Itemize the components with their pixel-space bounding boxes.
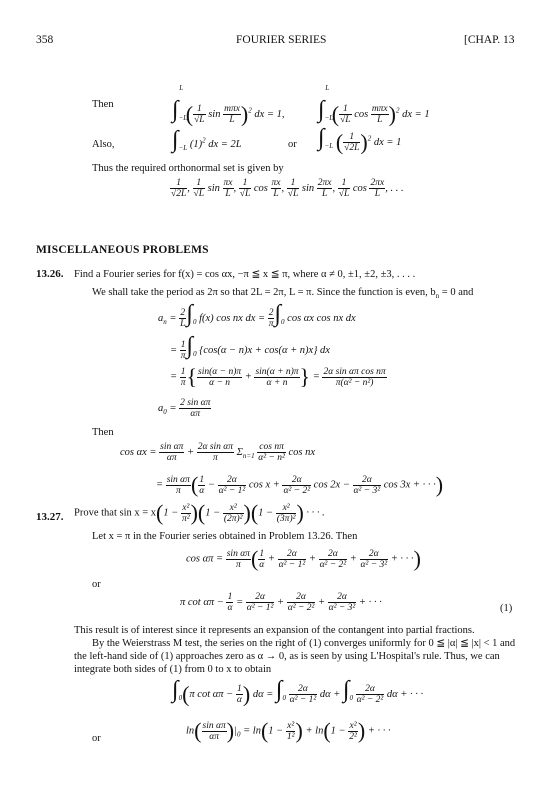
equation-constant-integral: $\int_{-L}$ $(1)^2$ dx = 2L [172, 127, 242, 153]
paragraph-partial-fractions: This result is of interest since it represents an expansion of the contangent into partial fractions. [74, 625, 475, 636]
paragraph-weierstrass-2: the left-hand side of (1) approaches zero as α → 0, as is seen by using L'Hospital's rule. Thus, we can [74, 651, 500, 662]
running-title: FOURIER SERIES [236, 34, 327, 46]
equation-log-form: ln( $\frac{\text{sin απ}}{\alpha\pi}$ )$|_0 = \ln(1$ − $\frac{\text{x²}}{\text{1²}}$ ) + ln(1 − $\frac{\text{x²}}{\text{2²}}$ ) + · · · [186, 718, 391, 743]
problem-1326-line1: We shall take the period as 2π so that 2L = 2π, L = π. Since the function is even, $b_n = 0$ and [92, 287, 474, 301]
equation-pi-cot: π cot απ − $\frac{1}{\alpha}$ = $\frac{2\alpha}{\text{α² − 1²}}$ + $\frac{2\alpha}{\text{α² − 2²}}$ + $\frac{2\alpha}{\text{α² − 3²}}$ + · · · [180, 592, 382, 613]
problem-1327-statement: Prove that sin x = x(1 − $\frac{\text{x²}}{\text{π²}}$ )(1 − $\frac{\text{x²}}{\text{(2π)²}}$ )(1 − $\frac{\text{x²}}{\text{(3π)²}}$ ) · · · . [74, 500, 325, 525]
problem-1327-line1: Let x = π in the Fourier series obtained in Problem 13.26. Then [92, 531, 358, 542]
page-number: 358 [36, 34, 54, 46]
equation-constant-normalized: $\int_{-L}$ ( $\frac{1}{√2L}$ )$^2$ dx = 1 [318, 125, 402, 155]
orthonormal-intro: Thus the required orthonormal set is given by [92, 163, 284, 174]
equation-cos-series: cos αx = $\frac{\text{sin απ}}{\alpha\pi}$ + $\frac{\text{2α sin απ}}{\pi}$ $\Sigma_{n=1}$ $\frac{\text{cos nπ}}{\text{α² − n²}}$ cos nx [120, 442, 316, 463]
equation-cos-series-expanded: = $\frac{\text{sin απ}}{\pi}$ ( $\frac{1}{\alpha}$ − $\frac{2\alpha}{\text{α² − 1²}}$ cos x + $\frac{2\alpha}{\text{α² − 2²}}$ cos 2x − $\frac{2\alpha}{\text{α² − 3²}}$ cos 3x + · · ·) [156, 472, 444, 497]
chapter-label: [CHAP. 13 [464, 34, 515, 46]
paragraph-weierstrass-1: By the Weierstrass M test, the series on the right of (1) converges uniformly for 0 ≦ |α| ≦ |x| < 1 and [92, 638, 516, 649]
equation-cos-alpha-pi: cos απ = $\frac{\text{sin απ}}{\pi}$ ( $\frac{1}{\alpha}$ + $\frac{2\alpha}{\text{α² − 1²}}$ + $\frac{2\alpha}{\text{α² − 2²}}$ + $\frac{2\alpha}{\text{α² − 3²}}$ + · · ·) [186, 546, 421, 571]
equation-an-definition: $a_n$ = $\frac{2}{L}$ $\int_0$ f(x) cos nx dx = $\frac{2}{\pi}$ $\int_0$ cos αx cos nx dx [158, 301, 356, 330]
label-or: or [288, 139, 297, 150]
paragraph-weierstrass-3: integrate both sides of (1) from 0 to x to obtain [74, 664, 272, 675]
section-title: MISCELLANEOUS PROBLEMS [36, 244, 209, 256]
equation-an-step3: = $\frac{1}{\pi}$ { $\frac{\sin(\alpha - n)\pi}{\alpha - n}$ + $\frac{\sin(\alpha + n)\pi}{\alpha + n}$ } = $\frac{\text{2α sin απ cos nπ}}{\text{π(α² − n²)}}$ [170, 364, 386, 389]
label-then-2: Then [92, 427, 114, 438]
equation-label-1: (1) [500, 603, 513, 614]
equation-an-step2: = $\frac{1}{\pi}$ $\int_0$ {cos(α − n)x + cos(α + n)x} dx [170, 333, 330, 362]
label-or-3: or [92, 733, 101, 744]
label-then: Then [92, 99, 114, 110]
equation-orthonormal-set: $\frac{1}{√2L}$ , $\frac{1}{√L}$ sin $\frac{\pi x}{L}$ , $\frac{1}{√L}$ cos $\frac{\pi x}{L}$ , $\frac{1}{√L}$ sin $\frac{2\pi x}{L}$ , $\frac{1}{√L}$ cos $\frac{2\pi x}{L}$ , . . . [171, 178, 404, 199]
label-or-2: or [92, 579, 101, 590]
label-also: Also, [92, 139, 115, 150]
equation-a0: $a_0$ = $\frac{\text{2 sin απ}}{\alpha\pi}$ [158, 398, 211, 419]
equation-normalization-sin: $\int_{-L}^L$ ( $\frac{1}{√L}$ sin $\frac{\text{mπx}}{L}$ )$^2$ dx = 1, [172, 84, 285, 127]
problem-number-1327: 13.27. [36, 511, 64, 523]
problem-1326-statement: Find a Fourier series for f(x) = cos αx, −π ≦ x ≦ π, where α ≠ 0, ±1, ±2, ±3, . . . . [74, 269, 416, 280]
equation-normalization-cos: $\int_{-L}^L$ ( $\frac{1}{√L}$ cos $\frac{\text{mπx}}{L}$ )$^2$ dx = 1 [318, 84, 430, 127]
equation-integrated: $\int_0(\pi$ cot απ − $\frac{1}{\alpha}$ ) $d\alpha = \int_0$ $\frac{2\alpha}{\text{α² − 1²}}$ $d\alpha + \int_0$ $\frac{2\alpha}{\text{α² − 2²}}$ dα + · · · [172, 677, 424, 707]
problem-number-1326: 13.26. [36, 268, 64, 280]
